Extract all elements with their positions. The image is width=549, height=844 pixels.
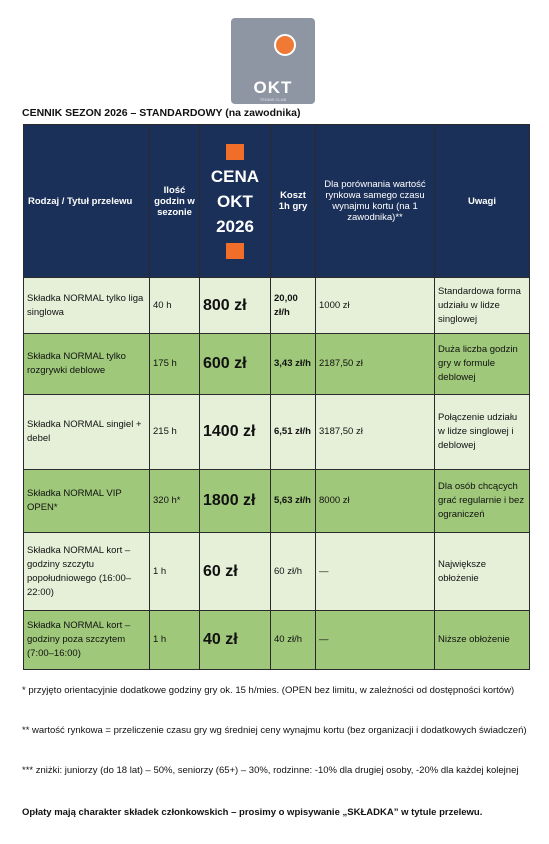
cell-uwagi: Dla osób chcących grać regularnie i bez ograniczeń xyxy=(435,470,530,533)
footnote-3: *** zniżki: juniorzy (do 18 lat) – 50%, seniorzy (65+) – 30%, rodzinne: -10% dla drugiej osoby, -20% dla każdej kolejnej xyxy=(22,765,519,776)
cell-wartosc: — xyxy=(316,611,435,670)
cell-uwagi: Niższe obłożenie xyxy=(435,611,530,670)
cell-cena: 60 zł xyxy=(200,533,271,611)
cell-cena: 40 zł xyxy=(200,611,271,670)
footnote-1: * przyjęto orientacyjnie dodatkowe godziny gry ok. 15 h/mies. (OPEN bez limitu, w zależności od dostępności kortów) xyxy=(22,685,515,696)
cell-godziny: 175 h xyxy=(150,334,200,395)
cell-wartosc: — xyxy=(316,533,435,611)
header-koszt: Koszt 1h gry xyxy=(271,125,316,278)
cell-koszt: 3,43 zł/h xyxy=(271,334,316,395)
cell-cena: 1400 zł xyxy=(200,395,271,470)
cell-cena: 800 zł xyxy=(200,278,271,334)
header-godziny: Ilość godzin w sezonie xyxy=(150,125,200,278)
cell-rodzaj: Składka NORMAL kort – godziny szczytu popołudniowego (16:00–22:00) xyxy=(24,533,150,611)
cell-godziny: 320 h* xyxy=(150,470,200,533)
cell-rodzaj: Składka NORMAL tylko rozgrywki deblowe xyxy=(24,334,150,395)
cell-wartosc: 3187,50 zł xyxy=(316,395,435,470)
cell-godziny: 215 h xyxy=(150,395,200,470)
table-header-row xyxy=(24,125,530,278)
cell-cena: 1800 zł xyxy=(200,470,271,533)
header-uwagi: Uwagi xyxy=(435,125,530,278)
cell-godziny: 1 h xyxy=(150,533,200,611)
header-porownanie: Dla porównania wartość rynkowa samego czasu wynajmu kortu (na 1 zawodnika)** xyxy=(316,125,435,278)
cell-godziny: 40 h xyxy=(150,278,200,334)
footnote-2: ** wartość rynkowa = przeliczenie czasu gry wg średniej ceny wynajmu kortu (bez organizacji i dodatkowych świadczeń) xyxy=(22,725,527,736)
cell-uwagi: Połączenie udziału w lidze singlowej i deblowej xyxy=(435,395,530,470)
cell-wartosc: 1000 zł xyxy=(316,278,435,334)
cell-koszt: 20,00 zł/h xyxy=(271,278,316,334)
table-row xyxy=(24,533,530,611)
table-row xyxy=(24,278,530,334)
header-cena-label: CENA OKT 2026 xyxy=(210,166,260,236)
table-row xyxy=(24,611,530,670)
cell-rodzaj: Składka NORMAL kort – godziny poza szczytem (7:00–16:00) xyxy=(24,611,150,670)
cell-rodzaj: Składka NORMAL tylko liga singlowa xyxy=(24,278,150,334)
payment-note: Opłaty mają charakter składek członkowskich – prosimy o wpisywanie „SKŁADKA” w tytule przelewu. xyxy=(22,807,483,818)
logo-subtext: TENNIS CLUB xyxy=(259,97,287,102)
table-row xyxy=(24,395,530,470)
cell-wartosc: 8000 zł xyxy=(316,470,435,533)
cell-koszt: 40 zł/h xyxy=(271,611,316,670)
cell-koszt: 6,51 zł/h xyxy=(271,395,316,470)
cell-koszt: 60 zł/h xyxy=(271,533,316,611)
okt-logo xyxy=(231,18,315,104)
orange-square-icon xyxy=(226,243,244,259)
cell-rodzaj: Składka NORMAL VIP OPEN* xyxy=(24,470,150,533)
tennis-ball-icon xyxy=(274,34,296,56)
cell-wartosc: 2187,50 zł xyxy=(316,334,435,395)
header-cena xyxy=(200,125,271,278)
cell-cena: 600 zł xyxy=(200,334,271,395)
page-title: CENNIK SEZON 2026 – STANDARDOWY (na zawodnika) xyxy=(22,107,301,119)
cell-uwagi: Duża liczba godzin gry w formule deblowej xyxy=(435,334,530,395)
orange-square-icon xyxy=(226,144,244,160)
cell-uwagi: Największe obłożenie xyxy=(435,533,530,611)
price-table xyxy=(23,124,530,670)
header-rodzaj: Rodzaj / Tytuł przelewu xyxy=(24,125,150,278)
table-row xyxy=(24,334,530,395)
cell-uwagi: Standardowa forma udziału w lidze singlowej xyxy=(435,278,530,334)
logo-text: OKT xyxy=(253,78,293,97)
table-row xyxy=(24,470,530,533)
cell-rodzaj: Składka NORMAL singiel + debel xyxy=(24,395,150,470)
cell-godziny: 1 h xyxy=(150,611,200,670)
cell-koszt: 5,63 zł/h xyxy=(271,470,316,533)
